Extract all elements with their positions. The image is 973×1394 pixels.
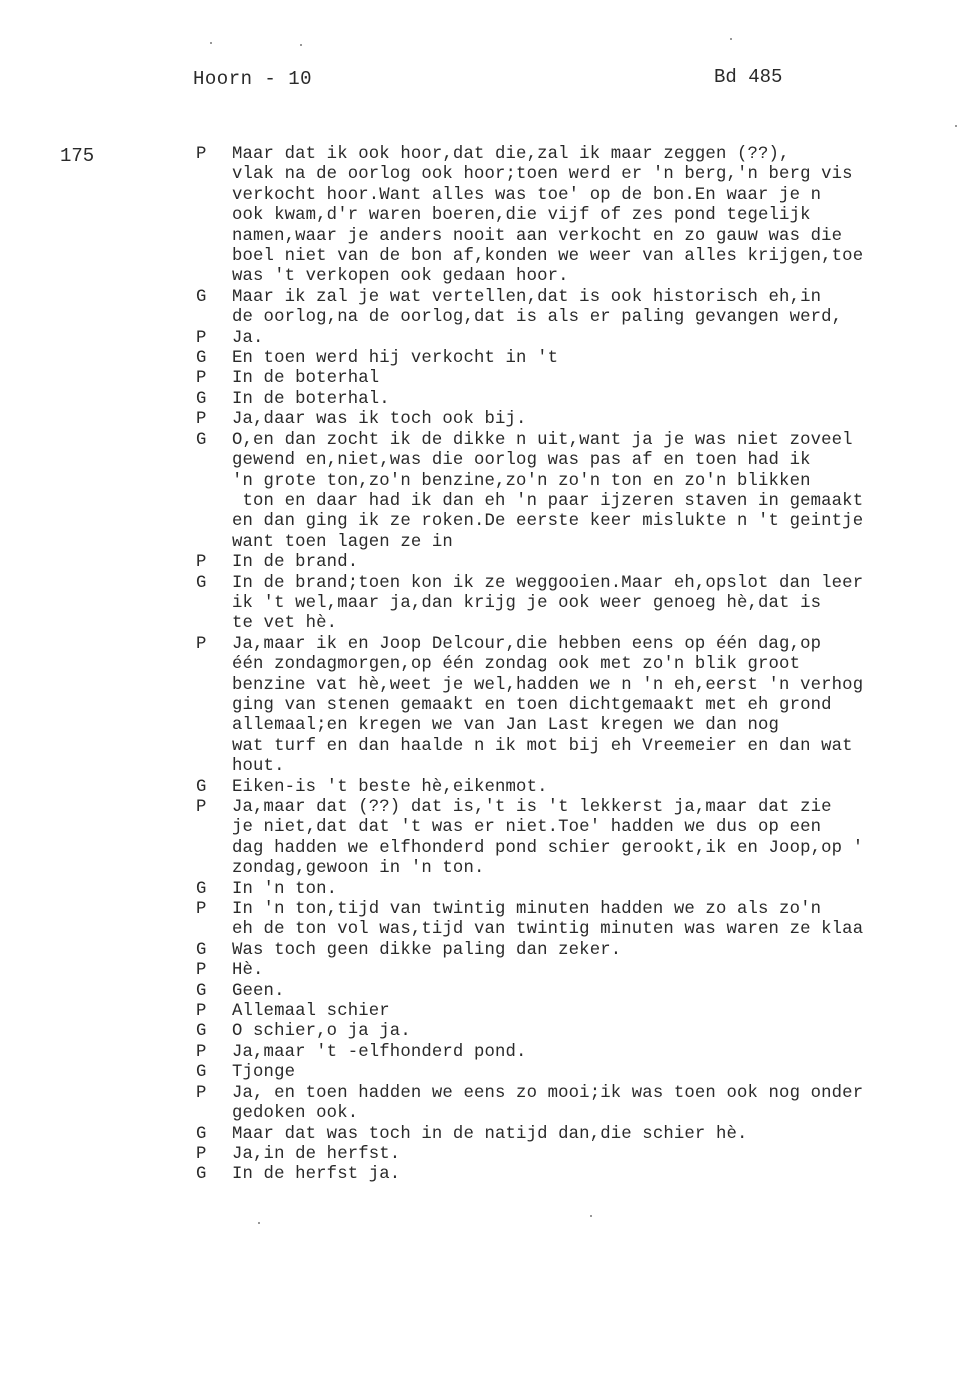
speaker-label: G (196, 389, 207, 409)
transcript-turn (196, 900, 973, 941)
page-header-left: Hoorn - 10 (193, 68, 313, 90)
speaker-label: P (196, 553, 207, 573)
speaker-label: G (196, 349, 207, 369)
turn-text: Tjonge (232, 1063, 296, 1083)
speaker-label: G (196, 287, 207, 307)
turn-text: Ja, en toen hadden we eens zo mooi;ik was toen ook nog onder gedoken ook. (232, 1083, 864, 1124)
transcript-turn (196, 410, 973, 430)
transcript-turn (196, 349, 973, 369)
speaker-label: G (196, 1063, 207, 1083)
line-number: 175 (60, 145, 95, 167)
speaker-label: P (196, 961, 207, 981)
transcript-turn (196, 1084, 973, 1125)
turn-text: Ja,maar ik en Joop Delcour,die hebben eens op één dag,op één zondagmorgen,op één zondag ook met zo'n blik groot benzine vat hè,weet je wel,hadden we n 'n eh,eerst 'n verhog ging van stenen gemaakt en toen dichtgemaakt met eh grond allemaal;en kregen we van Jan Last kregen we dan nog wat turf en dan haalde n ik mot bij eh Vreemeier en dan wat hout. (232, 634, 864, 777)
speaker-label: P (196, 369, 207, 389)
turn-text: Ja,daar was ik toch ook bij. (232, 410, 527, 430)
turn-text: Eiken-is 't beste hè,eikenmot. (232, 777, 548, 797)
turn-text: Maar ik zal je wat vertellen,dat is ook historisch eh,in de oorlog,na de oorlog,dat is als er paling gevangen werd, (232, 287, 843, 328)
transcript-turn (196, 1145, 973, 1165)
turn-text: Hè. (232, 961, 264, 981)
turn-text: In 'n ton,tijd van twintig minuten hadden we zo als zo'n eh de ton vol was,tijd van twintig minuten was waren ze klaa (232, 900, 864, 940)
turn-text: Geen. (232, 981, 285, 1001)
turn-text: En toen werd hij verkocht in 't (232, 349, 559, 369)
turn-text: Ja,maar dat (??) dat is,'t is 't lekkerst ja,maar dat zie je niet,dat dat 't was er niet.Toe' hadden we dus op een dag hadden we elfhonderd pond schier gerookt,ik en Joop,op ' zondag,gewoon in 'n ton. (232, 798, 864, 879)
transcript-turn (196, 798, 973, 880)
turn-text: In de brand;toen kon ik ze weggooien.Maar eh,opslot dan leer ik 't wel,maar ja,dan krijg je ook weer genoeg hè,dat is te vet hè. (232, 573, 864, 634)
transcript-turn (196, 635, 973, 778)
transcript-turn (196, 431, 973, 553)
speaker-label: G (196, 430, 207, 450)
speaker-label: P (196, 1144, 207, 1164)
speaker-label: G (196, 1165, 207, 1185)
speaker-label: G (196, 1124, 207, 1144)
transcript-turn (196, 145, 973, 288)
scan-speck (258, 1222, 260, 1224)
speaker-label: P (196, 798, 207, 817)
transcript-turn (196, 1063, 973, 1083)
scan-speck (590, 1215, 592, 1217)
transcript-turn (196, 1022, 973, 1042)
speaker-label: G (196, 1022, 207, 1042)
speaker-label: P (196, 1002, 207, 1022)
speaker-label: P (196, 328, 207, 348)
speaker-label: G (196, 777, 207, 797)
transcript-turn (196, 1165, 973, 1185)
transcript-turn (196, 288, 973, 329)
scan-speck (210, 42, 212, 44)
transcript-turn (196, 1002, 973, 1022)
scan-speck (300, 44, 302, 46)
transcript-turn (196, 880, 973, 900)
turn-text: Ja,in de herfst. (232, 1144, 401, 1164)
speaker-label: G (196, 940, 207, 960)
turn-text: In de brand. (232, 553, 359, 573)
speaker-label: P (196, 145, 207, 164)
transcript-turn (196, 329, 973, 349)
turn-text: Ja,maar 't -elfhonderd pond. (232, 1042, 527, 1062)
turn-text: O,en dan zocht ik de dikke n uit,want ja je was niet zoveel gewend en,niet,was die oorlog was pas af en toen had ik 'n grote ton,zo'n benzine,zo'n zo'n ton en zo'n blikken ton en daar had ik dan eh 'n paar ijzeren staven in gemaakt en dan ging ik ze roken.De eerste keer mislukte n 't geintje want toen lagen ze in (232, 430, 864, 552)
transcript-turn (196, 574, 973, 635)
turn-text: In de herfst ja. (232, 1165, 401, 1185)
turn-text: In de boterhal. (232, 389, 390, 409)
transcript-turn (196, 553, 973, 573)
transcript-turn (196, 941, 973, 961)
turn-text: Maar dat was toch in de natijd dan,die schier hè. (232, 1124, 748, 1144)
speaker-label: G (196, 573, 207, 593)
turn-text: Was toch geen dikke paling dan zeker. (232, 940, 622, 960)
turn-text: Maar dat ik ook hoor,dat die,zal ik maar zeggen (??), vlak na de oorlog ook hoor;toen werd er 'n berg,'n berg vis verkocht hoor.Want alles was toe' op de bon.En waar je n ook kwam,d'r waren boeren,die vijf of zes pond tegelijk namen,waar je anders nooit aan verkocht en zo gauw was die boel niet van de bon af,konden we weer van alles krijgen,toe was 't verkopen ook gedaan hoor. (232, 145, 864, 287)
speaker-label: P (196, 1083, 207, 1103)
speaker-label: P (196, 1042, 207, 1062)
transcript-turn (196, 1125, 973, 1145)
scan-speck (730, 38, 732, 40)
speaker-label: G (196, 879, 207, 899)
transcript-turn (196, 982, 973, 1002)
transcript-turn (196, 778, 973, 798)
turn-text: O schier,o ja ja. (232, 1022, 411, 1042)
transcript-turn (196, 1043, 973, 1063)
transcript-turn (196, 390, 973, 410)
speaker-label: P (196, 634, 207, 654)
transcript (196, 145, 973, 1186)
speaker-label: G (196, 981, 207, 1001)
transcript-turn (196, 961, 973, 981)
turn-text: Allemaal schier (232, 1002, 390, 1022)
turn-text: Ja. (232, 328, 264, 348)
scan-speck (955, 125, 957, 127)
speaker-label: P (196, 900, 207, 920)
transcript-turn (196, 369, 973, 389)
speaker-label: P (196, 410, 207, 430)
turn-text: In de boterhal (232, 369, 380, 389)
turn-text: In 'n ton. (232, 879, 338, 899)
page-header-right: Bd 485 (714, 66, 783, 88)
